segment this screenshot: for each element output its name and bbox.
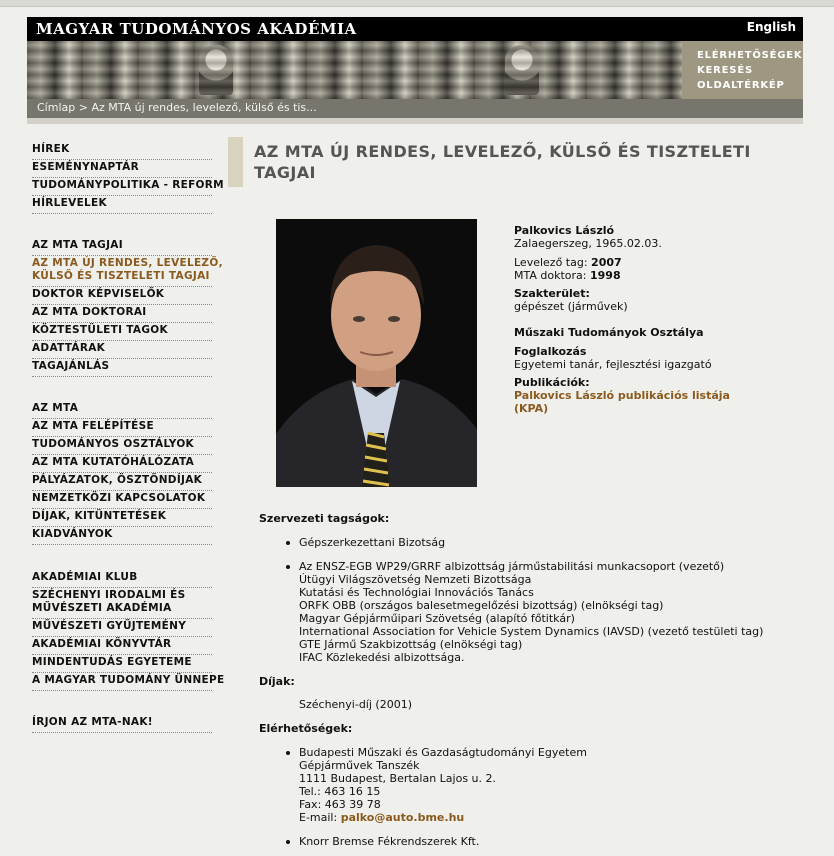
nav-esemenynaptar[interactable]: ESEMÉNYNAPTÁR bbox=[32, 161, 212, 178]
publications-link[interactable]: Palkovics László publikációs listája bbox=[514, 389, 730, 402]
nav-tudomanypolitika[interactable]: TUDOMÁNYPOLITIKA - REFORM bbox=[32, 179, 212, 196]
nav-kutatohalozat[interactable]: AZ MTA KUTATÓHÁLÓZATA bbox=[32, 456, 212, 473]
member-photo bbox=[276, 219, 477, 487]
page-title-line2: TAGJAI bbox=[254, 163, 316, 182]
banner-ornament bbox=[27, 41, 682, 99]
email-label: E-mail: bbox=[299, 811, 338, 824]
contact-fax: Fax: 463 39 78 bbox=[299, 798, 381, 811]
award-item: Széchenyi-díj (2001) bbox=[299, 698, 412, 711]
nav-hirek[interactable]: HÍREK bbox=[32, 143, 212, 160]
nav-felepites[interactable]: AZ MTA FELÉPÍTÉSE bbox=[32, 420, 212, 437]
membership-line: Útügyi Világszövetség Nemzeti Bizottsága bbox=[299, 573, 532, 586]
membership-line: International Association for Vehicle System Dynamics (IAVSD) (vezető testületi tag) bbox=[299, 625, 764, 638]
contact-email-row bbox=[299, 811, 464, 824]
page-title-line1: AZ MTA ÚJ RENDES, LEVELEZŐ, KÜLSŐ ÉS TISZTELETI bbox=[254, 142, 751, 161]
field-value: gépészet (járművek) bbox=[514, 300, 628, 313]
nav-szechenyi-line2[interactable]: MŰVÉSZETI AKADÉMIA bbox=[32, 602, 212, 619]
search-link[interactable]: KERESÉS bbox=[697, 65, 753, 76]
header-bar bbox=[27, 17, 803, 41]
bullet bbox=[286, 565, 292, 571]
utility-nav bbox=[682, 41, 803, 99]
corresponding-year: 2007 bbox=[591, 256, 622, 269]
bullet bbox=[286, 751, 292, 757]
nav-osztalyok[interactable]: TUDOMÁNYOS OSZTÁLYOK bbox=[32, 438, 212, 455]
awards-heading: Díjak: bbox=[259, 675, 295, 688]
nav-uj-tagok-line1[interactable]: AZ MTA ÚJ RENDES, LEVELEZŐ, bbox=[32, 257, 223, 269]
nav-tudomany-unnepe[interactable]: A MAGYAR TUDOMÁNY ÜNNEPE bbox=[32, 674, 212, 691]
nav-szechenyi-line1[interactable]: SZÉCHENYI IRODALMI ÉS bbox=[32, 589, 186, 601]
sitemap-link[interactable]: OLDALTÉRKÉP bbox=[697, 80, 785, 91]
portrait-illustration bbox=[276, 219, 477, 487]
occupation-label: Foglalkozás bbox=[514, 345, 587, 358]
contacts-link[interactable]: ELÉRHETŐSÉGEK bbox=[697, 50, 803, 61]
nav-muveszeti-gyujtemeny[interactable]: MŰVÉSZETI GYŰJTEMÉNY bbox=[32, 620, 212, 637]
nav-adattarak[interactable]: ADATTÁRAK bbox=[32, 342, 212, 359]
nav-palyazatok[interactable]: PÁLYÁZATOK, ÖSZTÖNDÍJAK bbox=[32, 474, 212, 491]
nav-konyvtar[interactable]: AKADÉMIAI KÖNYVTÁR bbox=[32, 638, 212, 655]
contact-second-org: Knorr Bremse Fékrendszerek Kft. bbox=[299, 835, 480, 848]
membership-line: Az ENSZ-EGB WP29/GRRF albizottság járműstabilitási munkacsoport (vezető) bbox=[299, 560, 725, 573]
nav-tagajanlas[interactable]: TAGAJÁNLÁS bbox=[32, 360, 212, 377]
corresponding-member-row bbox=[514, 256, 622, 269]
nav-kiadvanyok[interactable]: KIADVÁNYOK bbox=[32, 528, 212, 545]
breadcrumb-shadow bbox=[27, 118, 803, 124]
field-label: Szakterület: bbox=[514, 287, 590, 300]
site-title[interactable]: MAGYAR TUDOMÁNYOS AKADÉMIA bbox=[36, 20, 357, 38]
title-marker bbox=[228, 137, 243, 187]
doctor-label: MTA doktora: bbox=[514, 269, 587, 282]
contact-phone: Tel.: 463 16 15 bbox=[299, 785, 381, 798]
membership-line: Magyar Gépjárműipari Szövetség (alapító főtitkár) bbox=[299, 612, 575, 625]
email-link[interactable]: palko@auto.bme.hu bbox=[340, 811, 465, 824]
corresponding-label: Levelező tag: bbox=[514, 256, 588, 269]
nav-mta-tagjai[interactable]: AZ MTA TAGJAI bbox=[32, 239, 212, 256]
contact-line: Gépjárművek Tanszék bbox=[299, 759, 420, 772]
membership-item: Gépszerkezettani Bizotság bbox=[299, 536, 446, 549]
member-name: Palkovics László bbox=[514, 224, 615, 237]
publications-link-kpa[interactable]: (KPA) bbox=[514, 402, 549, 415]
doctor-year: 1998 bbox=[589, 269, 621, 282]
nav-koztestuleti-tagok[interactable]: KÖZTESTÜLETI TAGOK bbox=[32, 324, 212, 341]
page-title bbox=[254, 141, 814, 183]
membership-line: IFAC Közlekedési albizottsága. bbox=[299, 651, 465, 664]
occupation-value: Egyetemi tanár, fejlesztési igazgató bbox=[514, 358, 712, 371]
nav-mindentudas[interactable]: MINDENTUDÁS EGYETEME bbox=[32, 656, 212, 673]
memberships-heading: Szervezeti tagságok: bbox=[259, 512, 390, 525]
publications-label: Publikációk: bbox=[514, 376, 590, 389]
bullet bbox=[286, 541, 292, 547]
top-border bbox=[0, 0, 834, 7]
nav-nemzetkozi[interactable]: NEMZETKÖZI KAPCSOLATOK bbox=[32, 492, 212, 509]
member-birth: Zalaegerszeg, 1965.02.03. bbox=[514, 237, 662, 250]
membership-line: Kutatási és Technológiai Innovációs Tanács bbox=[299, 586, 534, 599]
membership-line: ORFK OBB (országos balesetmegelőzési bizottság) (elnökségi tag) bbox=[299, 599, 664, 612]
header-banner-image bbox=[27, 41, 682, 99]
nav-akademiai-klub[interactable]: AKADÉMIAI KLUB bbox=[32, 571, 212, 588]
breadcrumb bbox=[27, 99, 803, 118]
contact-line: Budapesti Műszaki és Gazdaságtudományi Egyetem bbox=[299, 746, 587, 759]
membership-line: GTE Jármű Szakbizottság (elnökségi tag) bbox=[299, 638, 523, 651]
nav-mta-doktorai[interactable]: AZ MTA DOKTORAI bbox=[32, 306, 212, 323]
mta-doctor-row bbox=[514, 269, 621, 282]
contact-line: 1111 Budapest, Bertalan Lajos u. 2. bbox=[299, 772, 497, 785]
nav-irjon[interactable]: ÍRJON AZ MTA-NAK! bbox=[32, 716, 212, 733]
division-name: Műszaki Tudományok Osztálya bbox=[514, 326, 704, 339]
nav-uj-tagok-line2[interactable]: KÜLSŐ ÉS TISZTELETI TAGJAI bbox=[32, 270, 212, 287]
bullet bbox=[286, 840, 292, 846]
nav-hirlevelek[interactable]: HÍRLEVELEK bbox=[32, 197, 212, 214]
contacts-heading: Elérhetőségek: bbox=[259, 722, 353, 735]
nav-az-mta[interactable]: AZ MTA bbox=[32, 402, 212, 419]
breadcrumb-text[interactable]: Címlap > Az MTA új rendes, levelező, külső és tis... bbox=[37, 101, 317, 114]
nav-doktor-kepviselok[interactable]: DOKTOR KÉPVISELŐK bbox=[32, 288, 212, 305]
english-link[interactable]: English bbox=[746, 20, 796, 34]
nav-dijak[interactable]: DÍJAK, KITÜNTETÉSEK bbox=[32, 510, 212, 527]
